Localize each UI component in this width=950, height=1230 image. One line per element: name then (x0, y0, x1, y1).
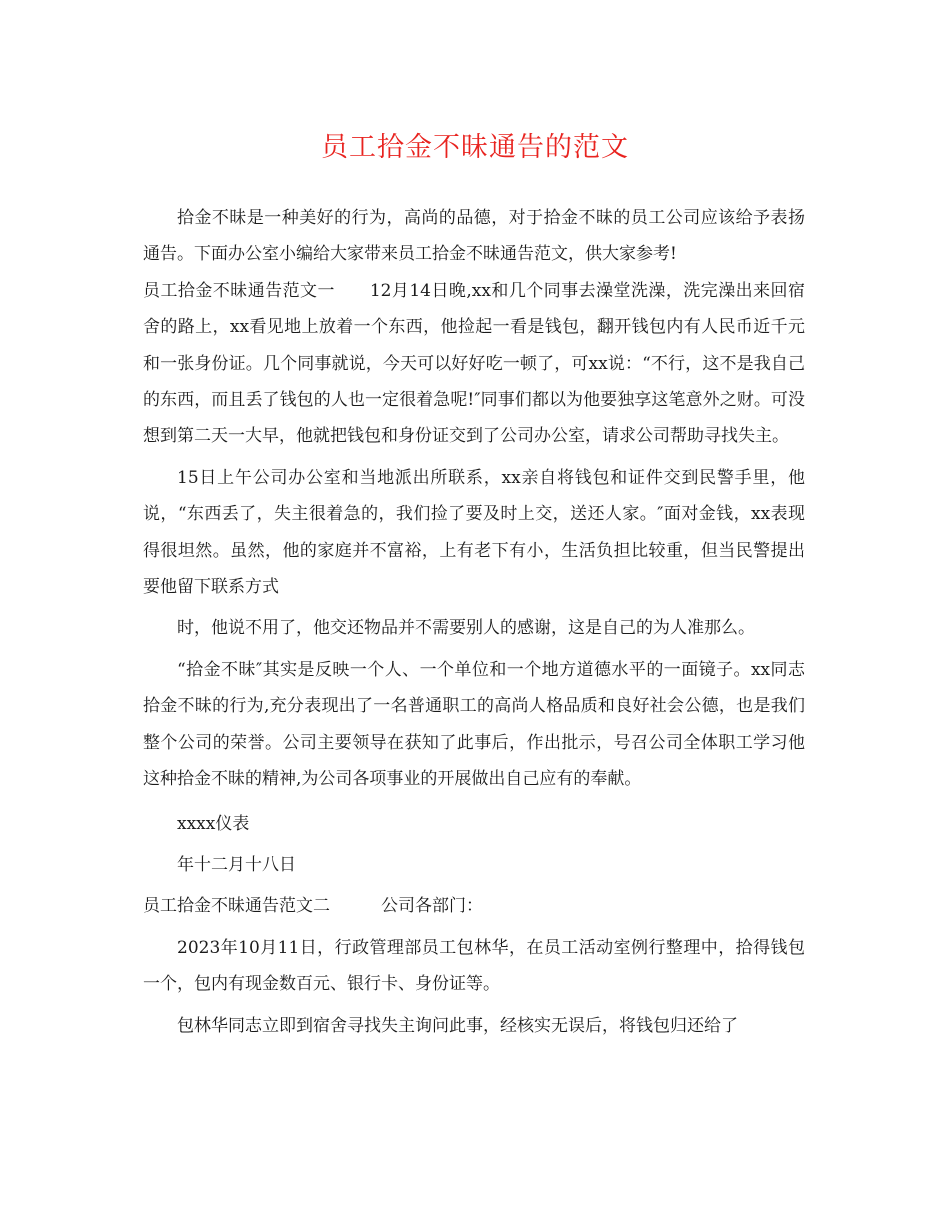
signature-company: xxxx仪表 (177, 813, 250, 834)
paragraph-sample-two-heading: 员工拾金不昧通告范文二 公司各部门： (143, 896, 483, 917)
paragraph-police-station: 15日上午公司办公室和当地派出所联系，xx亲自将钱包和证件交到民警手里，他说，“东西丢了，失主很着急的，我们捡了要及时上交，送还人家。″面对金钱，xx表现得很坦然。虽然，他的家庭并不富裕，上有老下有小，生活负担比较重，但当民警提出要他留下联系方式 (143, 467, 805, 598)
paragraph-wallet-found: 2023年10月11日，行政管理部员工包林华，在员工活动室例行整理中，拾得钱包一个，包内有现金数百元、银行卡、身份证等。 (143, 937, 805, 995)
paragraph-no-thanks: 时，他说不用了，他交还物品并不需要别人的感谢，这是自己的为人准那么。 (177, 618, 755, 639)
paragraph-sample-one: 员工拾金不昧通告范文一 12月14日晚,xx和几个同事去澡堂洗澡，洗完澡出来回宿舍的路上，xx看见地上放着一个东西，他捡起一看是钱包，翻开钱包内有人民币近千元和一张身份证。几个同事就说，今天可以好好吃一顿了，可xx说：“不行，这不是我自己的东西，而且丢了钱包的人也一定很着急呢!″同事们都以为他要独享这笔意外之财。可没想到第二天一大早，他就把钱包和身份证交到了公司办公室，请求公司帮助寻找失主。 (143, 280, 805, 447)
document-title: 员工拾金不昧通告的范文 (321, 132, 629, 163)
signature-date: 年十二月十八日 (177, 854, 296, 875)
paragraph-wallet-returned: 包林华同志立即到宿舍寻找失主询问此事，经核实无误后，将钱包归还给了 (177, 1015, 738, 1036)
paragraph-mirror: “拾金不昧″其实是反映一个人、一个单位和一个地方道德水平的一面镜子。xx同志拾金不昧的行为,充分表现出了一名普通职工的高尚人格品质和良好社会公德，也是我们整个公司的荣誉。公司主要领导在获知了此事后，作出批示，号召公司全体职工学习他这种拾金不昧的精神,为公司各项事业的开展做出自己应有的奉献。 (143, 659, 805, 790)
document-body (143, 200, 805, 1044)
paragraph-intro: 拾金不昧是一种美好的行为，高尚的品德，对于拾金不昧的员工公司应该给予表扬通告。下面办公室小编给大家带来员工拾金不昧通告范文，供大家参考! (143, 208, 805, 265)
